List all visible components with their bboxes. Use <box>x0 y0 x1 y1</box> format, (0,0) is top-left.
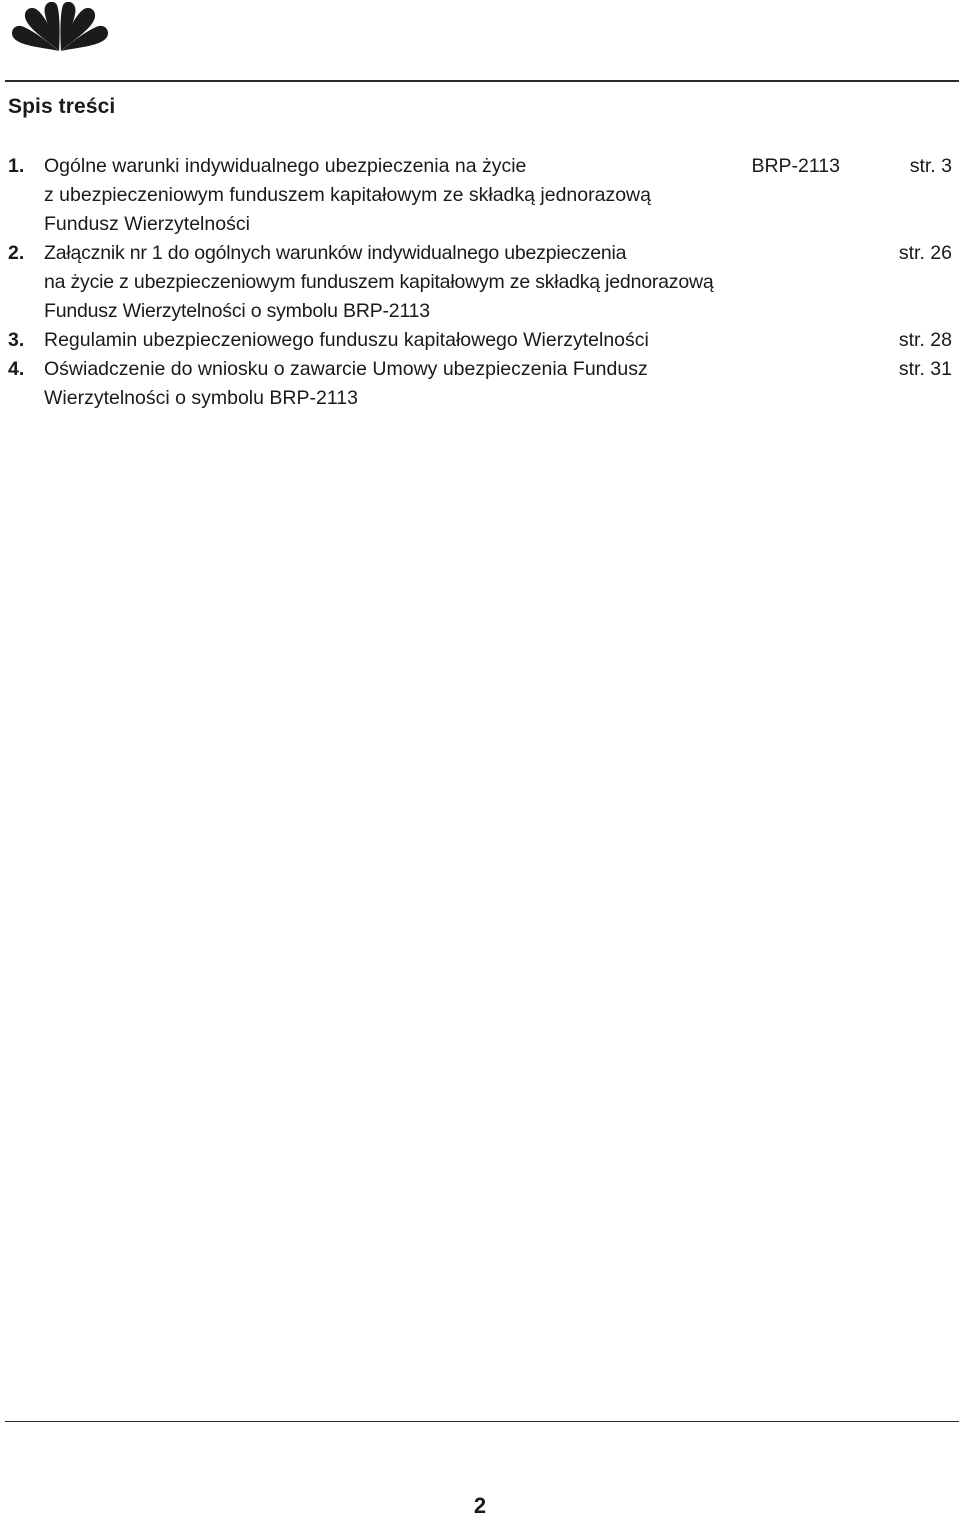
toc-entry-number: 4. <box>8 358 25 380</box>
toc-entry-page: str. 31 <box>898 358 952 380</box>
toc-entry-page: str. 28 <box>898 329 952 351</box>
toc-entry-title-line: Załącznik nr 1 do ogólnych warunków indywidualnego ubezpieczenia <box>44 242 627 264</box>
toc-entry-number: 2. <box>8 242 25 264</box>
toc-entry-title <box>8 326 952 355</box>
toc-entry-4[interactable] <box>8 355 952 413</box>
toc-entry-title-line: z ubezpieczeniowym funduszem kapitałowym ze składką jednorazową <box>44 184 651 206</box>
toc-entry-title-line: Oświadczenie do wniosku o zawarcie Umowy ubezpieczenia Fundusz <box>44 358 648 380</box>
toc-heading: Spis treści <box>8 95 116 118</box>
toc-entry-code: BRP-2113 <box>751 155 840 177</box>
toc-entry-title-line: Fundusz Wierzytelności <box>44 213 250 235</box>
toc-entry-title <box>8 355 952 413</box>
toc-entry-page: str. 26 <box>898 242 952 264</box>
header-divider <box>5 80 959 82</box>
toc-entry-title <box>8 239 952 326</box>
toc-entry-title-line: na życie z ubezpieczeniowym funduszem kapitałowym ze składką jednorazową <box>44 271 714 293</box>
table-of-contents <box>8 152 952 413</box>
toc-entry-number: 3. <box>8 329 25 351</box>
toc-entry-title-line: Regulamin ubezpieczeniowego funduszu kapitałowego Wierzytelności <box>44 329 649 351</box>
toc-entry-3[interactable] <box>8 326 952 355</box>
toc-entry-title-line: Fundusz Wierzytelności o symbolu BRP-2113 <box>44 300 430 322</box>
toc-entry-2[interactable] <box>8 239 952 326</box>
toc-entry-number: 1. <box>8 155 25 177</box>
toc-entry-title-line: Wierzytelności o symbolu BRP-2113 <box>44 387 358 409</box>
toc-entry-1[interactable] <box>8 152 952 239</box>
footer-divider <box>5 1421 959 1422</box>
fan-shell-logo-icon <box>10 2 108 54</box>
page-number: 2 <box>473 1493 487 1518</box>
toc-entry-page: str. 3 <box>909 155 952 177</box>
toc-entry-title-line: Ogólne warunki indywidualnego ubezpieczenia na życie <box>44 155 527 177</box>
